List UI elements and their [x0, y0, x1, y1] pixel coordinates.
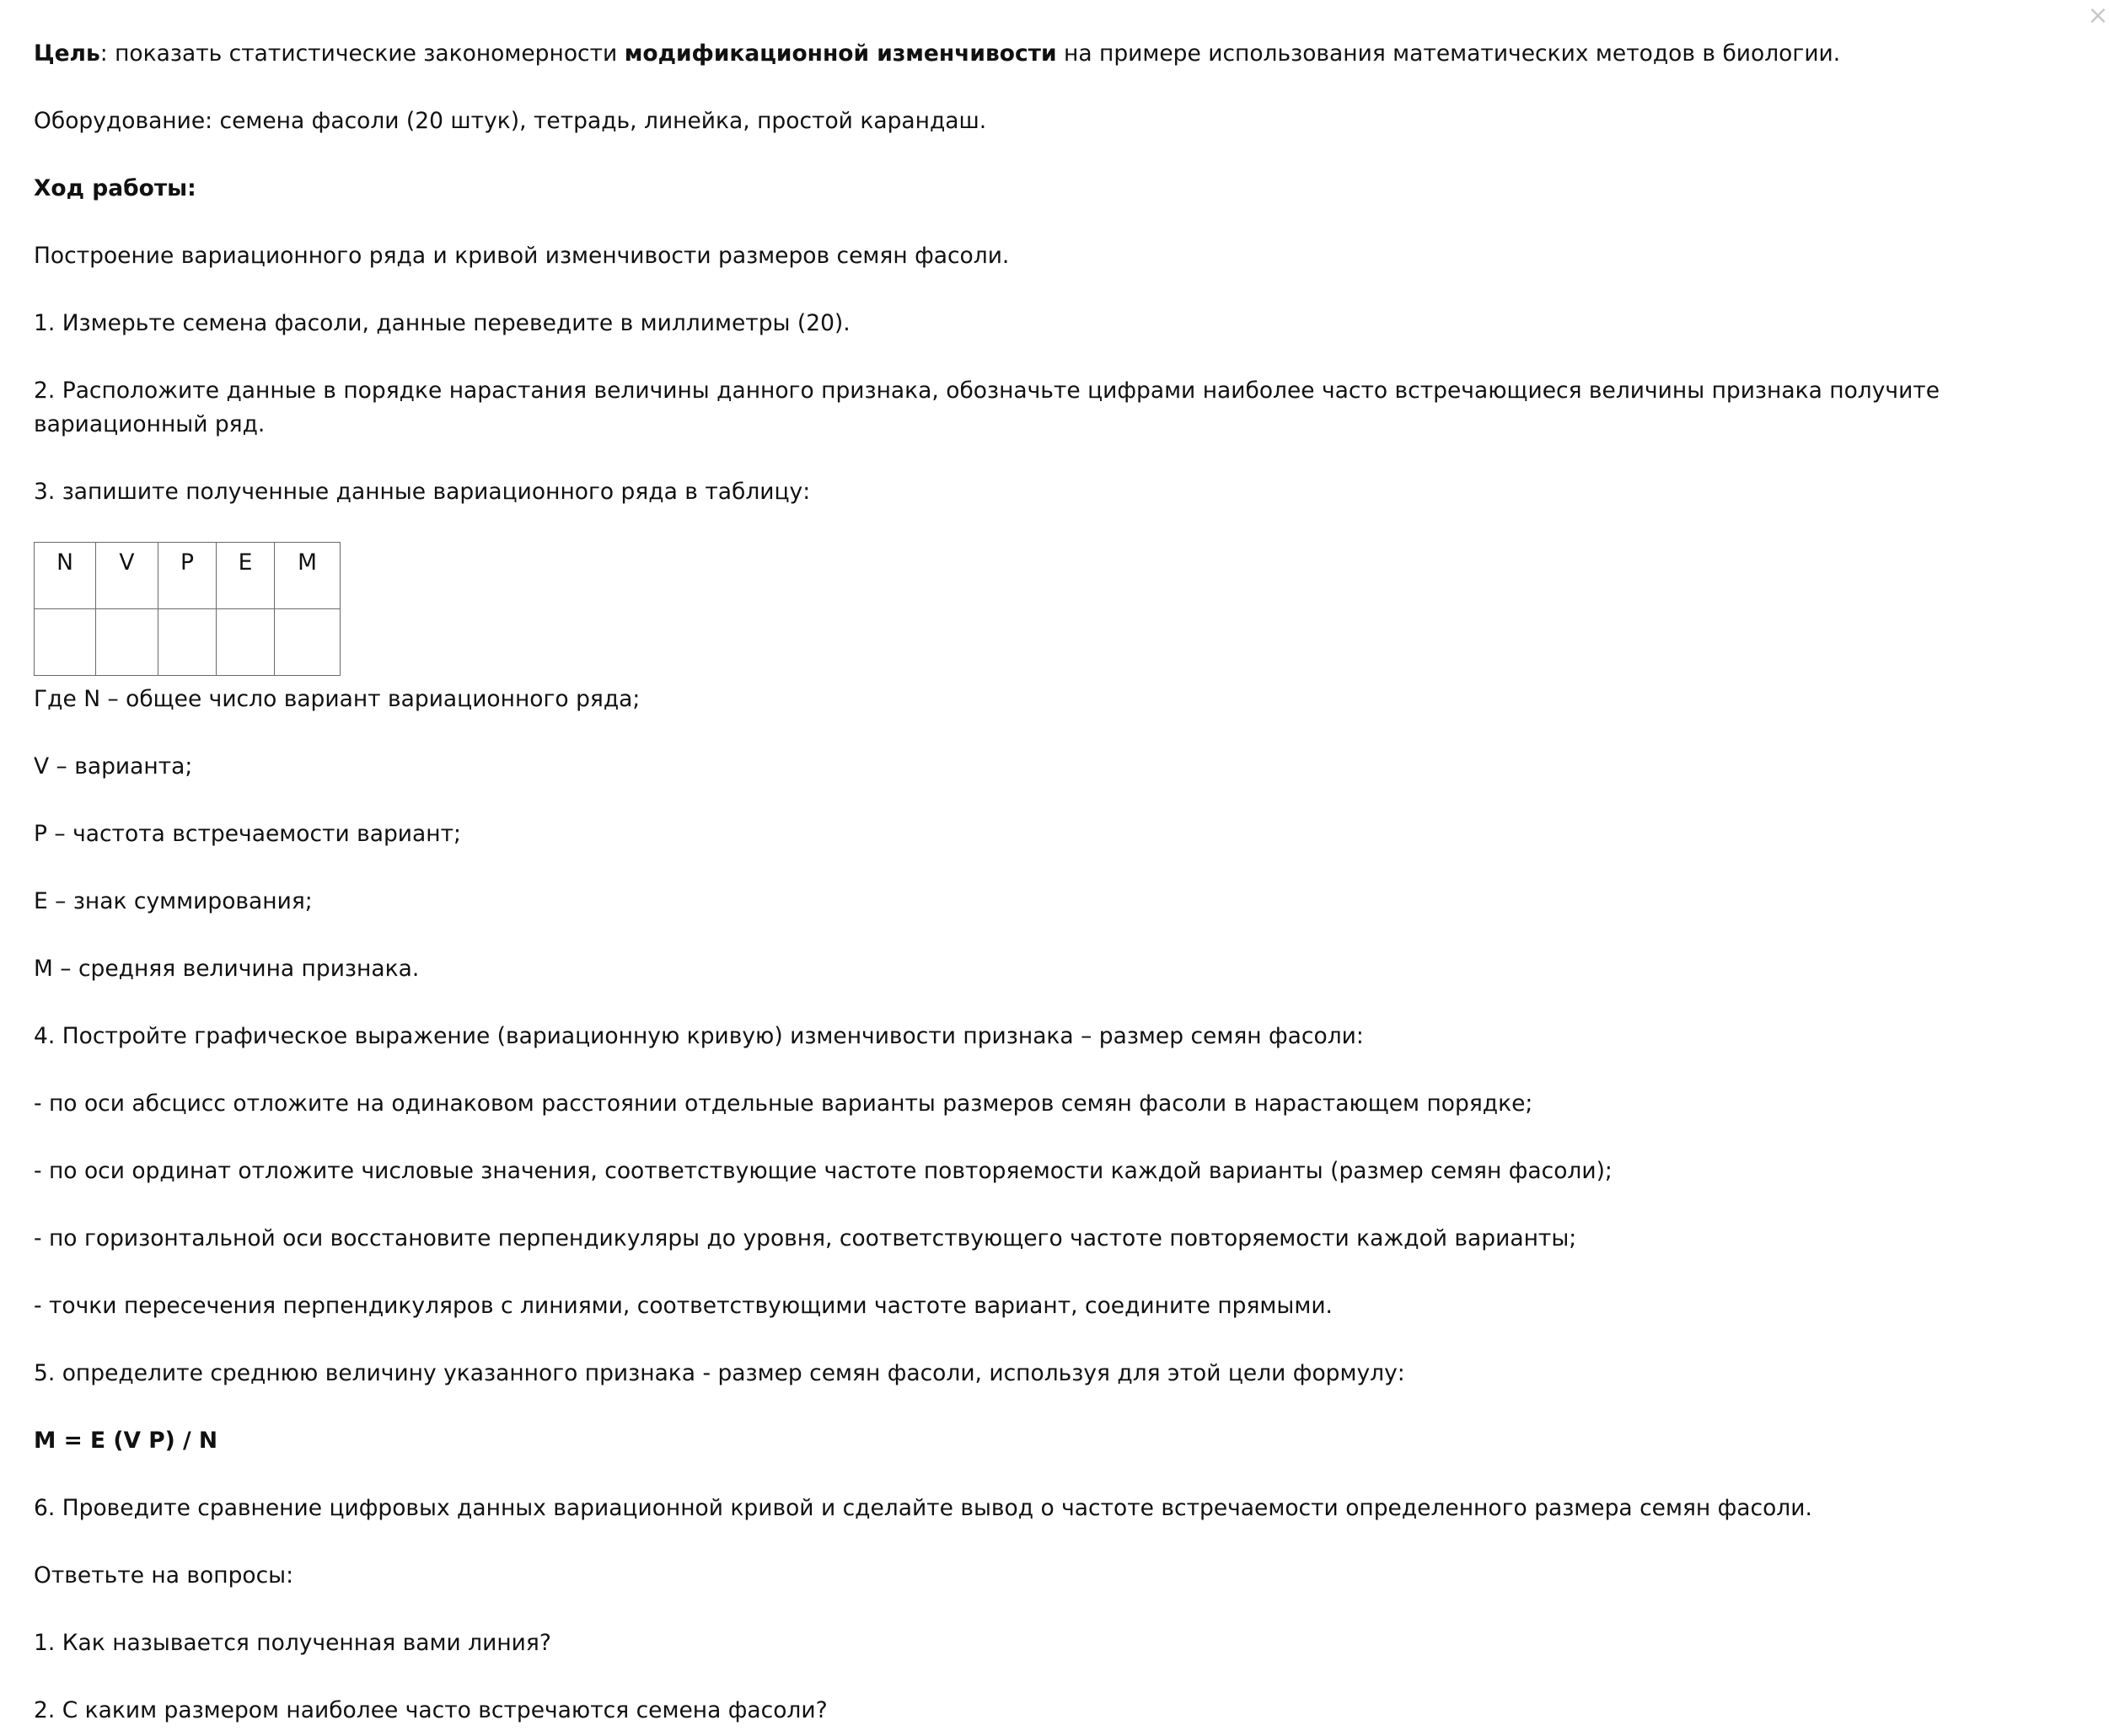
- mean-formula: M = E (V P) / N: [34, 1428, 218, 1454]
- questions-heading: Ответьте на вопросы:: [34, 1562, 294, 1589]
- goal-paragraph: [34, 37, 1840, 71]
- table-header-row: [35, 543, 341, 609]
- close-icon[interactable]: ×: [2087, 1, 2109, 30]
- step-2: 2. Расположите данные в порядке нарастания величины данного признака, обозначьте цифрами наиболее часто встречающиеся величины признака получите вариационный ряд.: [34, 378, 1940, 437]
- table-header-cell: V: [96, 543, 158, 609]
- table-cell: [217, 609, 275, 676]
- table-row: [35, 609, 341, 676]
- variation-table: [34, 542, 341, 676]
- table-header-cell: P: [158, 543, 217, 609]
- goal-text-after: на примере использования математических методов в биологии.: [1056, 40, 1841, 67]
- step-1: 1. Измерьте семена фасоли, данные переведите в миллиметры (20).: [34, 310, 851, 336]
- step-4-item: - по оси ординат отложите числовые значения, соответствующие частоте повторяемости каждой варианты (размер семян фасоли);: [34, 1158, 1613, 1184]
- legend-m: M – средняя величина признака.: [34, 956, 420, 982]
- question-item: 2. С каким размером наиболее часто встречаются семена фасоли?: [34, 1697, 828, 1723]
- procedure-heading: Ход работы:: [34, 175, 196, 201]
- table-header-cell: E: [217, 543, 275, 609]
- table-cell: [158, 609, 217, 676]
- table-cell: [275, 609, 341, 676]
- legend-n: Где N – общее число вариант вариационного ряда;: [34, 686, 641, 712]
- step-4-item: - по горизонтальной оси восстановите перпендикуляры до уровня, соответствующего частоте повторяемости каждой варианты;: [34, 1225, 1577, 1251]
- goal-text-before: : показать статистические закономерности: [99, 40, 625, 67]
- step-4: 4. Постройте графическое выражение (вариационную кривую) изменчивости признака – размер семян фасоли:: [34, 1023, 1364, 1049]
- table-header-cell: N: [35, 543, 96, 609]
- table-cell: [35, 609, 96, 676]
- table-cell: [96, 609, 158, 676]
- goal-label: Цель: [34, 40, 100, 67]
- step-4-item: - точки пересечения перпендикуляров с линиями, соответствующими частоте вариант, соедините прямыми.: [34, 1293, 1333, 1319]
- legend-p: P – частота встречаемости вариант;: [34, 821, 461, 847]
- goal-bold-phrase: модификационной изменчивости: [624, 40, 1057, 67]
- step-3: 3. запишите полученные данные вариационного ряда в таблицу:: [34, 479, 811, 505]
- question-item: 1. Как называется полученная вами линия?: [34, 1630, 551, 1656]
- step-5: 5. определите среднюю величину указанного признака - размер семян фасоли, используя для этой цели формулу:: [34, 1360, 1405, 1386]
- equipment-paragraph: Оборудование: семена фасоли (20 штук), тетрадь, линейка, простой карандаш.: [34, 108, 987, 134]
- step-6: 6. Проведите сравнение цифровых данных вариационной кривой и сделайте вывод о частоте встречаемости определенного размера семян фасоли.: [34, 1495, 1812, 1521]
- document-body: [34, 0, 2090, 1736]
- legend-e: E – знак суммирования;: [34, 888, 313, 914]
- step-4-item: - по оси абсцисс отложите на одинаковом расстоянии отдельные варианты размеров семян фасоли в нарастающем порядке;: [34, 1090, 1533, 1117]
- intro-paragraph: Построение вариационного ряда и кривой изменчивости размеров семян фасоли.: [34, 243, 1010, 269]
- legend-v: V – варианта;: [34, 753, 193, 780]
- table-header-cell: M: [275, 543, 341, 609]
